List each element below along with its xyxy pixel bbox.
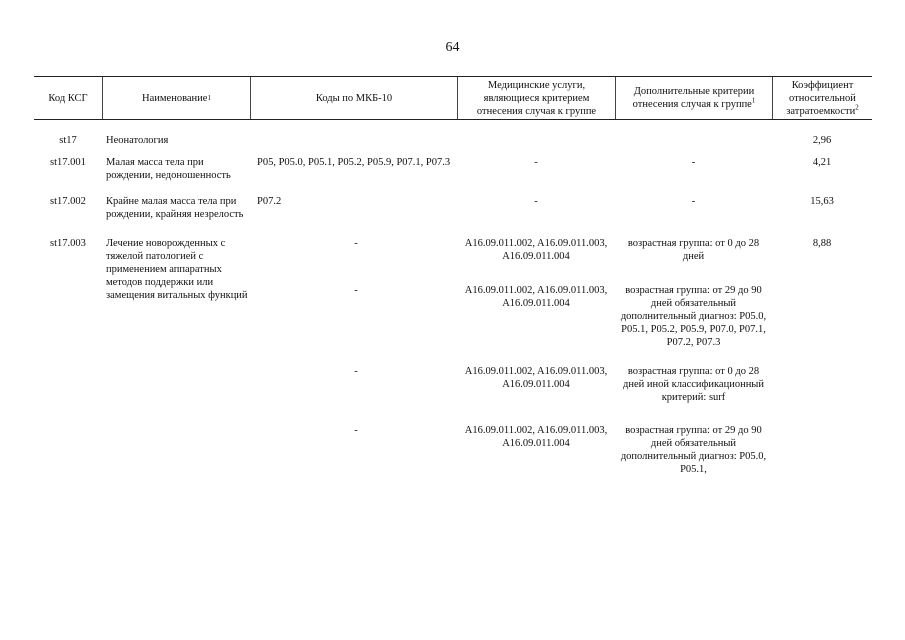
cell-coef: 4,21 [812, 157, 832, 168]
cell-services: - [534, 157, 538, 168]
table-row [34, 156, 872, 182]
table-row [34, 424, 872, 476]
cell-code [34, 365, 102, 404]
cell-mkb: P07.2 [257, 196, 282, 207]
header-criteria-label: Дополнительные критерии отнесения случая к группе [632, 86, 755, 110]
cell-criteria: - [691, 196, 696, 207]
cell-services: A16.09.011.002, A16.09.011.003, A16.09.011.004 [464, 238, 608, 262]
header-services [457, 77, 615, 119]
header-coef-footnote: 2 [855, 103, 859, 111]
page-number: 64 [445, 40, 460, 55]
cell-coef [772, 365, 872, 404]
table-header [34, 76, 872, 120]
header-mkb [250, 77, 457, 119]
cell-name [102, 284, 250, 349]
cell-mkb: P05, P05.0, P05.1, P05.2, P05.9, P07.1, P07.3 [257, 157, 451, 168]
cell-coef: 15,63 [810, 196, 834, 207]
cell-mkb: - [354, 285, 358, 296]
cell-code: st17.002 [50, 196, 86, 207]
cell-services: A16.09.011.002, A16.09.011.003, A16.09.011.004 [464, 366, 608, 390]
cell-criteria [615, 134, 772, 147]
cell-mkb: - [354, 366, 358, 377]
cell-services [457, 134, 615, 147]
table-row [34, 134, 872, 147]
cell-code: st17.001 [50, 157, 86, 168]
cell-criteria: возрастная группа: от 0 до 28 дней [627, 238, 760, 262]
cell-name: Крайне малая масса тела при рождении, крайняя незрелость [106, 196, 244, 220]
header-coef [772, 77, 872, 119]
cell-coef: 2,96 [812, 135, 832, 146]
cell-mkb: - [354, 425, 358, 436]
header-mkb-label: Коды по МКБ-10 [315, 92, 393, 104]
cell-mkb: - [354, 238, 358, 249]
cell-criteria: возрастная группа: от 29 до 90 дней обязательный дополнительный диагноз: P05.0, P05.1, [620, 425, 767, 475]
cell-mkb [250, 134, 457, 147]
cell-name [102, 424, 250, 476]
cell-code: st17 [59, 135, 77, 146]
header-services-label: Медицинские услуги, являющиеся критерием отнесения случая к группе [476, 79, 597, 117]
header-coef-label: Коэффициент относительной затратоемкости [786, 79, 856, 117]
table-row [34, 195, 872, 221]
cell-criteria: - [691, 157, 696, 168]
header-code-label: Код КСГ [48, 92, 88, 104]
cell-coef: 8,88 [812, 238, 832, 249]
ksg-table [34, 76, 872, 476]
cell-code [34, 424, 102, 476]
cell-services: - [534, 196, 538, 207]
cell-services: A16.09.011.002, A16.09.011.003, A16.09.011.004 [464, 285, 608, 309]
header-criteria-footnote: 1 [751, 96, 756, 105]
cell-name: Малая масса тела при рождении, недоношенность [106, 157, 231, 181]
cell-criteria: возрастная группа: от 29 до 90 дней обязательный дополнительный диагноз: P05.0, P05.1, P05.2, P05.9, P07.0, P07.1, P07.2, P07.3 [620, 285, 767, 348]
header-criteria [615, 77, 772, 119]
header-name: Наименование 1 [102, 77, 250, 119]
table-row [34, 284, 872, 349]
cell-code: st17.003 [50, 238, 86, 249]
cell-name: Неонатология [106, 135, 169, 146]
header-name-label: Наименование [142, 92, 208, 104]
header-code [34, 77, 102, 119]
table-row [34, 365, 872, 404]
cell-services: A16.09.011.002, A16.09.011.003, A16.09.011.004 [464, 425, 608, 449]
cell-name: Лечение новорожденных с тяжелой патологией с применением аппаратных методов поддержки или замещения витальных функций [106, 238, 248, 301]
cell-code [34, 284, 102, 349]
cell-coef [772, 284, 872, 349]
cell-name [102, 365, 250, 404]
cell-coef [772, 424, 872, 476]
cell-criteria: возрастная группа: от 0 до 28 дней иной классификационный критерий: surf [623, 366, 764, 403]
